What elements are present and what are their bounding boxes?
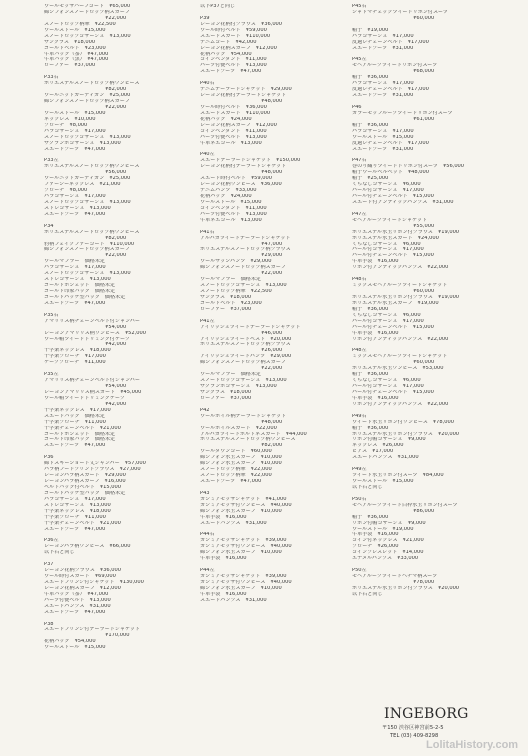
list-item: パール付コサージュ ¥17,000: [352, 318, 424, 324]
list-item: パーツ付使ベルト ¥13,000: [200, 134, 267, 140]
list-item: ウールニットカーディガン ¥25,000: [44, 93, 131, 99]
list-item: カシミアモッサジャケット ¥39,000: [200, 574, 287, 579]
list-item: アルパカツイードホルトネスカート ¥44,000: [200, 431, 307, 437]
list-item: エナメルパンプス ¥33,000: [352, 556, 419, 562]
list-item: スエードブーツ ¥47,000: [44, 211, 106, 217]
list-item: ウールストール ¥15,000: [352, 134, 414, 140]
list-item: ¥46,000: [200, 330, 283, 336]
list-item: ウールストール ¥15,000: [44, 645, 106, 651]
list-item: スエードパンプス ¥31,000: [200, 597, 267, 603]
list-item: レーヨンパラ柄スカート ¥29,000: [44, 473, 126, 479]
list-item: 牛革手袋 ¥16,000: [200, 556, 247, 562]
list-item: カラーモッフループツイードリボン付スーツ: [352, 110, 453, 116]
list-item: スエードフリンジ付テーラードジャケット: [44, 627, 140, 633]
list-item: 牛革手袋 ¥16,000: [352, 532, 399, 538]
list-item: ポリエステルスノードロップ柄ワンピース: [200, 437, 296, 443]
list-item: スノードロップコサージュ ¥13,000: [44, 134, 131, 140]
list-item: 綿シフォン水玉スカーフ ¥10,000: [200, 550, 282, 556]
list-item: デニムテーラードジャケット ¥29,000: [200, 87, 292, 93]
list-item: ウールストール ¥15,000: [352, 479, 414, 484]
list-item: ¥22,000: [44, 253, 127, 259]
list-item: ¥26,000: [200, 348, 283, 354]
list-item: ¥22,000: [200, 271, 283, 277]
list-item: サクランボコサージュ ¥13,000: [200, 384, 277, 389]
list-item: レーヨンパラ柄ワンピース ¥66,000: [44, 544, 131, 550]
list-item: 牛革ネエコール ¥13,000: [200, 217, 262, 223]
list-item: ¥48,000: [200, 419, 283, 425]
list-item: コインブレスレット ¥14,000: [352, 550, 424, 556]
list-item: ¥82,000: [44, 87, 127, 93]
list-item: ポリエステルスノードロップ柄ブラウス: [200, 247, 291, 253]
list-item: ゴールドベルト ¥23,000: [200, 300, 262, 306]
list-item: ウイード水玉リボン付ワンピース ¥78,000: [352, 419, 454, 425]
list-item: スエードブーツ ¥47,000: [200, 69, 262, 75]
list-item: 牛革バッグ（黒） ¥47,000: [44, 57, 109, 63]
list-item: パラ柄フードプリントブラウス ¥27,000: [44, 467, 141, 473]
list-item: ポリエステルスノードロップ柄ワンピース: [44, 229, 140, 235]
list-item: ツイード水玉リボン付スーツ ¥84,000: [352, 473, 444, 479]
list-item: 花柄パッグ ¥54,000: [200, 51, 252, 57]
list-item: ブローチ ¥8,000: [44, 188, 88, 194]
list-item: ウールストール ¥19,000: [352, 526, 414, 532]
list-item: ウール時付スカート ¥69,000: [44, 574, 116, 579]
list-item: 帽子ウールベルベット ¥48,000: [352, 170, 429, 176]
brand-logo: INGEBORG: [384, 706, 469, 722]
list-item: パール付チェーンベルト ¥15,000: [352, 389, 434, 395]
list-item: ストレコサージュ ¥13,000: [44, 277, 111, 283]
page-reference: P44左: [200, 568, 215, 574]
list-item: 以下右と同じ: [44, 550, 75, 556]
list-item: サングラス ¥18,000: [200, 294, 252, 300]
list-item: 花柄バッグ ¥54,000: [44, 639, 96, 645]
list-item: ¥48,000: [200, 99, 283, 104]
list-item: アイリッシュツイードベスト ¥20,000: [200, 336, 292, 342]
list-item: リボン付帽コサージュ ¥9,000: [352, 437, 426, 443]
list-item: モヘアループツイードジャケット: [352, 217, 428, 223]
list-item: スノードロップ柄傘 ¥22,500: [200, 289, 272, 294]
list-item: ストレコサージュ ¥13,000: [44, 502, 111, 508]
list-item: カシミアモッサ付ワンピース ¥40,000: [200, 579, 292, 585]
list-item: 牛革手袋 ¥16,000: [352, 330, 399, 336]
list-item: ゴールドベルト ¥23,000: [44, 45, 106, 51]
list-item: ポリエステル水玉リボン付ブラウス ¥19,000: [352, 229, 460, 235]
list-item: レーヨンパラ柄スカーフ ¥16,000: [44, 479, 126, 484]
list-item: リボン付アンティックパンプス ¥22,000: [352, 265, 449, 271]
list-item: ウールストール ¥15,000: [200, 199, 262, 205]
list-item: 以下右と同じ: [352, 591, 383, 597]
list-item: くちなしコサージュ ¥6,000: [352, 378, 421, 384]
page-reference: P36左: [44, 538, 59, 544]
page-reference: P36: [44, 455, 54, 461]
list-item: ウールダウンコート ¥60,000: [200, 449, 272, 455]
list-item: ピアス ¥17,000: [352, 449, 394, 455]
list-item: レーヨン花柄ワンピース ¥36,000: [200, 182, 282, 188]
list-item: 十字架ブローチ ¥11,000: [44, 419, 106, 425]
list-item: ¥61,000: [352, 116, 435, 122]
list-item: アイリッシュツイードパンツ ¥29,000: [200, 354, 292, 360]
list-item: パラコサージュ ¥17,000: [44, 496, 106, 502]
list-item: ¥82,000: [44, 235, 127, 241]
list-item: ゴールド印象バッグ 価格未定: [44, 289, 116, 294]
list-item: ウールマフラー 価格未定: [44, 259, 106, 265]
list-item: 十字架ブローチ ¥17,000: [44, 354, 106, 360]
list-item: パール付チェーンベルト ¥15,000: [352, 194, 434, 199]
list-item: ¥54,000: [44, 384, 127, 389]
list-item: モヘアループツイード白枠水玉リボン付スーツ: [352, 502, 458, 508]
list-item: スエードブーツ ¥47,000: [44, 443, 106, 449]
list-item: ¥68,000: [352, 69, 435, 75]
list-item: ローファー ¥37,000: [44, 63, 96, 69]
list-item: ポリエステルスノードロップ柄ワンピース: [44, 81, 140, 87]
list-item: ケープブローチ ¥11,000: [44, 360, 106, 366]
list-item: スエードブーツ ¥31,000: [352, 146, 414, 152]
list-item: 帽子 ¥36,000: [352, 372, 389, 378]
price-list-column-3: [352, 4, 502, 598]
list-item: ローファー ¥37,000: [200, 306, 252, 312]
list-item: 綿シフォンスノードロップ柄スカーフ: [44, 9, 130, 15]
list-item: 巻のり織りツイードドリボン付スーツ ¥56,000: [352, 164, 465, 170]
list-item: 綿ドスキーショート丈ジャンパー ¥57,000: [44, 461, 146, 467]
list-item: 牛革バッグ（茶） ¥47,000: [44, 51, 109, 57]
page-reference: P43: [200, 490, 210, 496]
list-item: ブローチ ¥8,000: [44, 122, 88, 128]
page-reference: P45右: [352, 4, 367, 9]
list-item: ゴールドボシェット 価格未定: [44, 283, 116, 289]
list-item: 十字架ネックレス ¥18,000: [44, 508, 111, 514]
list-item: ウールニットカーディガン ¥25,000: [44, 176, 131, 182]
list-item: ミックスモヘアループツイードジャケット: [352, 283, 448, 289]
list-item: パラコサージュ ¥17,000: [44, 128, 106, 134]
list-item: 帽子 ¥36,000: [352, 306, 389, 312]
list-item: スエードテーラードジャケット ¥150,000: [200, 158, 301, 164]
list-item: リボン付アンティックパンプス ¥22,000: [352, 336, 449, 342]
list-item: スエードブーツ ¥47,000: [44, 609, 106, 615]
list-item: パール付コサージュ ¥17,000: [352, 247, 424, 253]
list-item: ウール時付ベルト ¥36,000: [200, 104, 267, 110]
page-reference: P45左: [352, 57, 367, 63]
list-item: コインペンダント ¥11,000: [200, 57, 267, 63]
list-item: パラコサージュ ¥17,000: [44, 194, 106, 199]
list-item: スエードブーツ ¥31,000: [352, 45, 414, 51]
price-list-column-1: [44, 4, 190, 651]
list-item: コイン付ネックレス ¥21,000: [352, 538, 424, 544]
list-item: アマリリス柄チェーンベルト付ジャンパー: [44, 378, 140, 384]
page-reference: P37: [44, 562, 54, 568]
list-item: ポリエステル水玉ワンピース ¥53,000: [352, 366, 444, 372]
store-phone: TEL (03) 409-8298: [390, 733, 439, 739]
list-item: ¥56,000: [44, 170, 127, 176]
site-watermark: LolitaHistory.com: [426, 739, 519, 751]
list-item: ポリエステルスノードロップ柄ブラウス: [200, 342, 291, 348]
list-item: スエードブーツ ¥47,000: [44, 300, 106, 306]
page-reference: P47右: [352, 158, 367, 164]
list-item: スエードブーツ ¥31,000: [352, 93, 414, 99]
list-item: ポリエステル水玉リボン付ブラウス ¥20,000: [352, 431, 460, 437]
list-item: スエードブーツ ¥47,000: [44, 526, 106, 532]
list-item: レーヨン花柄スカーフ ¥12,000: [200, 45, 277, 51]
page-reference: P33右: [44, 75, 59, 81]
list-item: パール付コサージュ ¥17,000: [352, 188, 424, 194]
page-reference: P49右: [352, 413, 367, 419]
list-item: 綿シフォン水玉スカーフ ¥10,000: [200, 461, 282, 467]
list-item: くちなしコサージュ ¥6,000: [352, 312, 421, 318]
list-item: スエードバッグ 価格未定: [44, 413, 106, 419]
list-item: ウールサッシパンツ ¥29,000: [200, 259, 272, 265]
list-item: 十字架チェーンベルト ¥21,000: [44, 425, 121, 431]
list-item: ¥60,000: [352, 360, 435, 366]
list-item: 牛革手袋 ¥16,000: [200, 514, 247, 520]
list-item: ウール帽ツイードトリミング付ケープ: [44, 336, 130, 342]
list-item: ¥48,000: [200, 170, 283, 176]
list-item: くちなしコサージュ ¥6,000: [352, 182, 421, 188]
list-item: レーヨン花柄付テーラードジャケット: [200, 93, 287, 99]
list-item: レーヨンアマリリス柄ワンピース ¥52,000: [44, 330, 147, 336]
list-item: レーヨン花柄スカーフ ¥12,000: [200, 122, 277, 128]
list-item: パーツ付使ベルト ¥13,000: [200, 63, 267, 69]
list-item: 帽子 ¥36,000: [352, 75, 389, 81]
list-item: ポリエステル水玉スカート ¥24,000: [352, 235, 439, 241]
list-item: デニムコート ¥42,000: [200, 39, 257, 45]
list-item: 豹柄フェイクファーコート ¥110,000: [44, 241, 135, 247]
list-item: 綿シフォン水玉スカーフ ¥10,000: [200, 508, 282, 514]
list-item: 綿シフォンスノードロップ柄スカーフ: [200, 360, 286, 366]
list-item: ゴールドパッケ型バッグ 価格未定: [44, 294, 126, 300]
list-item: スエード付アンティックパンプス ¥31,000: [352, 199, 454, 205]
list-item: 牛革手袋 ¥16,000: [200, 591, 247, 597]
list-item: 牛革手袋 ¥16,000: [352, 259, 399, 265]
list-item: サクランボコサージュ ¥13,000: [44, 140, 121, 146]
list-item: ¥29,000: [200, 253, 283, 259]
list-item: パラコサージュ ¥17,000: [352, 128, 414, 134]
list-item: アルパカツイードテーラードジャケット: [200, 235, 291, 241]
list-item: ¥86,000: [352, 508, 435, 514]
list-item: 綿シフォン水玉スカーフ ¥10,000: [200, 585, 282, 591]
list-item: カシミアモッサジャケット ¥39,000: [200, 538, 287, 544]
list-item: 帽子 ¥19,000: [352, 27, 389, 33]
list-item: スエード時付ベルト ¥59,000: [200, 176, 273, 182]
list-item: ポリエステル水玉リボン付ブラウス ¥20,000: [352, 585, 460, 591]
list-item: コインペンダント ¥11,000: [200, 128, 267, 134]
list-item: 以下P37と同じ: [200, 4, 236, 9]
page-reference: P49左: [352, 467, 367, 473]
list-item: ポリエステル水玉スカーフ ¥19,000: [352, 300, 439, 306]
list-item: 皮過レチェーンベルト ¥17,000: [352, 39, 429, 45]
page-reference: P50左: [352, 568, 367, 574]
list-item: ¥78,000: [352, 579, 435, 585]
list-item: サングラス ¥18,000: [200, 389, 252, 395]
list-item: スエードスカート ¥110,000: [200, 33, 271, 39]
list-item: 綿シフォンスノードロップ柄スカーフ: [44, 99, 130, 104]
page-reference: P48左: [352, 348, 367, 354]
list-item: 綿シフォン水玉スカーフ ¥10,000: [200, 455, 282, 461]
list-item: 牛革ネエコール ¥13,000: [200, 140, 262, 146]
list-item: くちなしコサージュ ¥6,000: [352, 241, 421, 247]
list-item: ウールストール ¥15,000: [44, 27, 106, 33]
list-item: ウールストール ¥15,000: [44, 110, 106, 116]
list-item: ゴールド印象バッグ 価格未定: [44, 437, 116, 443]
list-item: ¥47,000: [200, 241, 283, 247]
list-item: サングラス ¥18,000: [44, 39, 96, 45]
list-item: ウールボイルスカート ¥22,000: [200, 425, 277, 431]
list-item: ¥22,000: [200, 366, 283, 372]
list-item: ポリエステル水玉リボン付ブラウス ¥19,000: [352, 294, 460, 300]
list-item: ¥82,000: [200, 443, 283, 449]
list-item: ポリエステルスノードロップ柄ワンピース: [44, 164, 140, 170]
list-item: 花柄パッグ ¥24,000: [200, 194, 252, 199]
list-item: モヘアループツイードへチマ柄スーツ: [352, 574, 438, 579]
list-item: スエードパンプス ¥31,000: [44, 603, 111, 609]
page-reference: P40左: [200, 152, 215, 158]
list-item: 帽子 ¥36,000: [352, 425, 389, 431]
list-item: パーツ付使ベルト ¥13,000: [200, 211, 267, 217]
list-item: スノードロップ柄傘 ¥22,500: [44, 21, 116, 27]
list-item: ファーシーネックレス ¥21,000: [44, 182, 121, 188]
list-item: デニムパンツ ¥33,000: [200, 188, 257, 194]
list-item: ウール時付ベルト ¥59,000: [200, 27, 267, 33]
list-item: カシミアモッサ付ワンピース ¥40,000: [200, 544, 292, 550]
list-item: 帽子 ¥36,000: [352, 122, 389, 128]
list-item: スエードブーツ ¥47,000: [200, 479, 262, 484]
list-item: ウールボイル柄テーラードジャケット: [200, 413, 287, 419]
list-item: スノードロップ柄傘 ¥22,000: [200, 473, 272, 479]
list-item: スエードパンプス ¥31,000: [352, 455, 419, 461]
list-item: ブローチ ¥26,000: [352, 544, 399, 550]
list-item: 花柄バッグ ¥24,000: [200, 116, 252, 122]
list-item: ¥54,000: [44, 324, 127, 330]
list-item: ウール帽ツイードトリミングケープ: [44, 395, 125, 401]
list-item: ウールモッサハーフコート ¥65,000: [44, 4, 131, 9]
list-item: レーヨン花柄付ブラウス ¥36,000: [200, 21, 283, 27]
list-item: ¥170,000: [44, 633, 130, 639]
page-reference: P34: [44, 223, 54, 229]
list-item: 帽子 ¥36,000: [352, 514, 389, 520]
page-reference: P50右: [352, 496, 367, 502]
page-reference: P41右: [200, 229, 215, 235]
list-item: リボン付帽コサージュ ¥9,000: [352, 520, 426, 526]
list-item: アマリリス柄チェーンベルト付ジャンパー: [44, 318, 140, 324]
page-reference: P35左: [44, 372, 59, 378]
page-reference: P48右: [352, 277, 367, 283]
list-item: ネックレス ¥10,000: [44, 116, 96, 122]
list-item: シャドマチェックツイードリボン付スーツ: [352, 9, 448, 15]
list-item: パーツ付使ベルト ¥13,000: [44, 597, 111, 603]
list-item: ¥60,000: [352, 15, 435, 21]
list-item: アイリッシュツイードテーラードジャケット: [200, 324, 301, 330]
list-item: ミックスモヘアループツイードジャケット: [352, 354, 448, 360]
list-item: ベルトバッグ付ベルト ¥15,000: [44, 484, 121, 490]
store-address: 〒150 渋谷区神宮前5-2-5: [382, 725, 444, 731]
list-item: レーヨン花柄スカーフ ¥12,000: [44, 585, 121, 591]
list-item: ローファー ¥37,000: [200, 395, 252, 401]
list-item: パラコサージュ ¥17,000: [352, 81, 414, 87]
list-item: コインペンダント ¥11,000: [200, 205, 267, 211]
list-item: 十字架チェーンベルト ¥21,000: [44, 520, 121, 526]
list-item: スノードロップコサージュ ¥13,000: [200, 378, 287, 384]
list-item: ゴールドパッケ型バッグ 価格未定: [44, 490, 126, 496]
page-reference: P44右: [200, 532, 215, 538]
list-item: ストレコサージュ ¥13,000: [44, 205, 111, 211]
list-item: ¥22,000: [44, 104, 127, 110]
list-item: ¥42,000: [44, 342, 127, 348]
price-list-column-2: [200, 4, 346, 604]
list-item: 十字架ネックレス ¥18,000: [44, 348, 111, 354]
list-item: 帽子 ¥25,000: [352, 176, 389, 182]
list-item: スノードロップコサージュ ¥13,000: [44, 199, 131, 205]
list-item: スノードロップコサージュ ¥13,000: [200, 283, 287, 289]
page-reference: P39: [200, 15, 210, 21]
list-item: ウールマフラー 価格未定: [200, 277, 262, 283]
list-item: レーヨン花柄ブラウス ¥36,000: [44, 568, 121, 574]
list-item: スエードフリンジ付ジャケット ¥130,000: [44, 579, 144, 585]
page-reference: P41左: [200, 318, 215, 324]
list-item: パール付チェーンベルト ¥15,000: [352, 324, 434, 330]
list-item: パール付チェーンベルト ¥15,000: [352, 253, 434, 259]
list-item: ¥42,000: [44, 401, 127, 407]
list-item: スノードロップコサージュ ¥13,000: [44, 33, 131, 39]
list-item: レーヨンアマリリス柄スカート ¥45,000: [44, 389, 142, 395]
list-item: スエードバンプス ¥31,000: [200, 520, 267, 526]
list-item: ¥55,000: [352, 223, 435, 229]
list-item: モヘアループツイードリボン付スーツ: [352, 63, 438, 69]
list-item: 十字架ブローチ ¥11,000: [44, 514, 106, 520]
list-item: リボン付アンティックパンプス ¥22,000: [352, 401, 449, 407]
list-item: スエードブーツ ¥47,000: [44, 146, 106, 152]
list-item: パール付コサージュ ¥17,000: [352, 384, 424, 389]
list-item: 以下右と同じ: [352, 484, 383, 490]
page-reference: P35右: [44, 312, 59, 318]
list-item: スエードスカート ¥110,000: [200, 110, 271, 116]
list-item: 牛革バッグ（茶） ¥47,000: [44, 591, 109, 597]
list-item: レーヨン花柄付テーラードジャケット: [200, 164, 287, 170]
list-item: カシミアモッサジャケット ¥41,000: [200, 496, 287, 502]
page-reference: P42: [200, 407, 210, 413]
list-item: ウールマフラー 価格未定: [200, 372, 262, 378]
list-item: ゴールドポシェット 価格未定: [44, 431, 116, 437]
list-item: 綿シフォンスノードロップ柄スカーフ: [44, 247, 130, 253]
list-item: パラコサージュ ¥17,000: [352, 33, 414, 39]
list-item: ¥22,000: [44, 15, 127, 21]
page-reference: P47左: [352, 211, 367, 217]
list-item: 皮過レチェーンベルト ¥17,000: [352, 87, 429, 93]
list-item: 十字架ネックレス ¥17,000: [44, 407, 111, 413]
list-item: 皮過レチェーンベルト ¥17,000: [352, 140, 429, 146]
list-item: ネックレス ¥26,000: [352, 443, 404, 449]
page-reference: P33左: [44, 158, 59, 164]
list-item: スノードロップ柄傘 ¥22,000: [200, 467, 272, 473]
page-reference: P38: [44, 621, 54, 627]
list-item: カシミアモッサ付ワンピース ¥40,000: [200, 502, 292, 508]
list-item: スノードロップコサージュ ¥13,000: [44, 271, 131, 277]
list-item: ¥60,000: [352, 289, 435, 294]
page-reference: P46: [352, 104, 362, 110]
list-item: 牛革手袋 ¥16,000: [352, 395, 399, 401]
list-item: パラコサージュ ¥17,000: [44, 265, 106, 271]
list-item: 綿シフォンスノードロップ柄スカーフ: [200, 265, 286, 271]
page-reference: P40右: [200, 81, 215, 87]
